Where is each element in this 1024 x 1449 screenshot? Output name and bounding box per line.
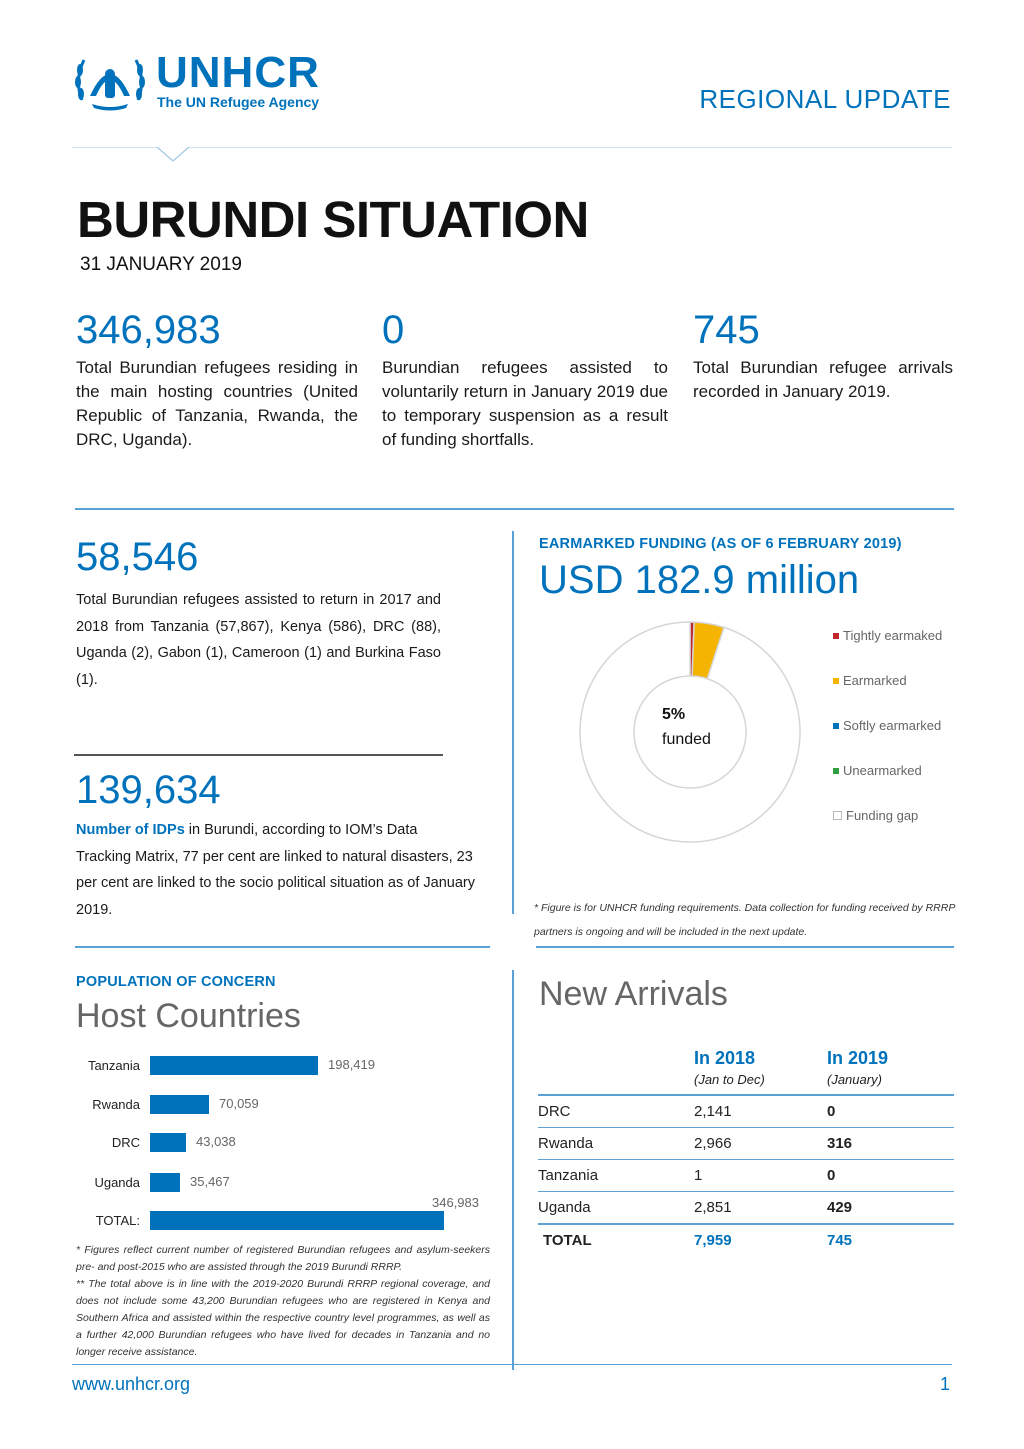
col-label: In 2018 — [694, 1048, 756, 1068]
doc-type: REGIONAL UPDATE — [699, 84, 951, 114]
bar-total — [150, 1211, 444, 1230]
y2018-cell: 2,141 — [694, 1095, 827, 1128]
stat-value: 745 — [693, 308, 760, 352]
bar-tanzania — [150, 1056, 318, 1075]
chevron-down-icon — [156, 147, 190, 163]
returns-text: Total Burundian refugees assisted to return in 2017 and 2018 from Tanzania (57,867), Kenya (586), DRC (88), Uganda (2), Gabon (1), Cameroon (1) and Burkina Faso (1). — [76, 592, 441, 688]
idps-block — [76, 768, 476, 923]
bar-drc — [150, 1133, 186, 1152]
legend-earmarked — [833, 673, 907, 688]
legend-swatch — [833, 768, 839, 774]
bar-category-label: Tanzania — [87, 1058, 140, 1073]
legend-tightly-earmarked — [833, 628, 942, 643]
returns-value: 58,546 — [76, 535, 199, 579]
country-cell: Rwanda — [538, 1128, 694, 1160]
bar-value-label: 346,983 — [432, 1195, 479, 1210]
idps-text — [76, 817, 476, 923]
page-number: 1 — [939, 1374, 950, 1394]
y2018-cell: 2,966 — [694, 1128, 827, 1160]
unhcr-emblem-icon — [72, 50, 148, 112]
org-name: UNHCR — [156, 48, 320, 97]
legend-label: Softly earmarked — [843, 718, 942, 733]
table-row — [538, 1192, 954, 1225]
legend-swatch — [833, 723, 839, 729]
stat-arrivals — [693, 308, 953, 404]
donut-center-label: funded — [662, 731, 711, 748]
header-divider — [72, 147, 952, 148]
legend-swatch — [833, 811, 842, 820]
col-sublabel: (January) — [827, 1072, 882, 1087]
unhcr-logo — [72, 50, 342, 112]
arrivals-title: New Arrivals — [539, 975, 728, 1013]
stat-text: Total Burundian refugees residing in the main hosting countries (United Republic of Tanzania, Rwanda, the DRC, Uganda). — [76, 358, 358, 449]
bar-value-label: 70,059 — [219, 1096, 259, 1111]
population-note-1: * Figures reflect current number of registered Burundian refugees and asylum-seekers pre- and post-2015 who are assisted through the 2019 Burundi RRRP. — [76, 1244, 490, 1273]
legend-label: Funding gap — [846, 808, 919, 823]
y2019-cell: 0 — [827, 1160, 954, 1192]
col-sublabel: (Jan to Dec) — [694, 1072, 765, 1087]
page-title: BURUNDI SITUATION — [77, 191, 589, 248]
col-label: In 2019 — [827, 1048, 889, 1068]
bar-value-label: 198,419 — [328, 1057, 375, 1072]
funding-heading: EARMARKED FUNDING (AS OF 6 FEBRUARY 2019) — [539, 536, 902, 552]
idps-body: in Burundi, according to IOM’s Data Tracking Matrix, 77 per cent are linked to natural disasters, 23 per cent are linked to the socio political situation as of January 2019. — [76, 822, 475, 918]
y2018-cell: 2,851 — [694, 1192, 827, 1225]
y2019-cell: 0 — [827, 1095, 954, 1128]
country-cell: Tanzania — [538, 1160, 694, 1192]
bar-category-label: Uganda — [94, 1175, 140, 1190]
stat-value: 346,983 — [76, 308, 221, 352]
idps-value: 139,634 — [76, 768, 221, 812]
total-2019: 745 — [827, 1224, 954, 1256]
footer-divider — [72, 1364, 952, 1365]
legend-funding-gap — [833, 808, 918, 823]
column-divider-lower — [512, 970, 514, 1370]
returns-divider — [74, 754, 443, 756]
idps-lead: Number of IDPs — [76, 822, 185, 838]
arrivals-col2-head — [827, 1048, 888, 1087]
bar-category-label: DRC — [111, 1135, 140, 1150]
population-subtitle: Host Countries — [76, 997, 301, 1035]
section-divider-right — [536, 946, 954, 948]
returns-block — [76, 535, 441, 693]
total-label: TOTAL — [538, 1224, 694, 1256]
legend-softly-earmarked — [833, 718, 941, 733]
y2018-cell: 1 — [694, 1160, 827, 1192]
country-cell: DRC — [538, 1095, 694, 1128]
total-2018: 7,959 — [694, 1224, 827, 1256]
y2019-cell: 429 — [827, 1192, 954, 1225]
legend-swatch — [833, 678, 839, 684]
table-row — [538, 1095, 954, 1128]
arrivals-col1-head — [694, 1048, 765, 1087]
stat-text: Burundian refugees assisted to voluntarily return in January 2019 due to temporary suspension as a result of funding shortfalls. — [382, 358, 668, 449]
funding-note: * Figure is for UNHCR funding requirements. Data collection for funding received by RRRP partners is ongoing and will be included in the next update. — [534, 902, 955, 938]
bar-category-label: TOTAL: — [95, 1213, 140, 1228]
section-divider-left — [75, 946, 490, 948]
country-cell: Uganda — [538, 1192, 694, 1225]
legend-label: Earmarked — [843, 673, 907, 688]
population-heading: POPULATION OF CONCERN — [76, 974, 276, 990]
legend-label: Unearmarked — [843, 763, 922, 778]
report-date: 31 JANUARY 2019 — [80, 254, 242, 275]
legend-swatch — [833, 633, 839, 639]
stat-returns-jan — [382, 308, 668, 452]
stat-text: Total Burundian refugee arrivals recorded in January 2019. — [693, 358, 953, 401]
stat-refugees — [76, 308, 358, 452]
table-row — [538, 1128, 954, 1160]
bar-uganda — [150, 1173, 180, 1192]
y2019-cell: 316 — [827, 1128, 954, 1160]
legend-unearmarked — [833, 763, 922, 778]
funding-amount: USD 182.9 million — [539, 558, 860, 602]
section-divider — [75, 508, 954, 510]
bar-category-label: Rwanda — [92, 1097, 140, 1112]
footer-url-link[interactable]: www.unhcr.org — [72, 1374, 191, 1394]
bar-rwanda — [150, 1095, 209, 1114]
donut-center-pct: 5% — [662, 706, 686, 723]
bar-value-label: 35,467 — [190, 1174, 230, 1189]
legend-label: Tightly earmaked — [843, 628, 943, 643]
population-note-2: ** The total above is in line with the 2019-2020 Burundi RRRP regional coverage, and does not include some 43,200 Burundian refugees who are registered in Kenya and Southern Africa and assisted within the respective country level programmes, as well as a further 42,000 Burundian refugees who have lived for decades in Tanzania and no longer receive assistance. — [76, 1278, 490, 1358]
bar-value-label: 43,038 — [196, 1134, 236, 1149]
stat-value: 0 — [382, 308, 405, 352]
column-divider — [512, 531, 514, 914]
table-total-row — [538, 1224, 954, 1256]
org-tagline: The UN Refugee Agency — [157, 94, 320, 110]
arrivals-table — [538, 1094, 954, 1256]
table-row — [538, 1160, 954, 1192]
